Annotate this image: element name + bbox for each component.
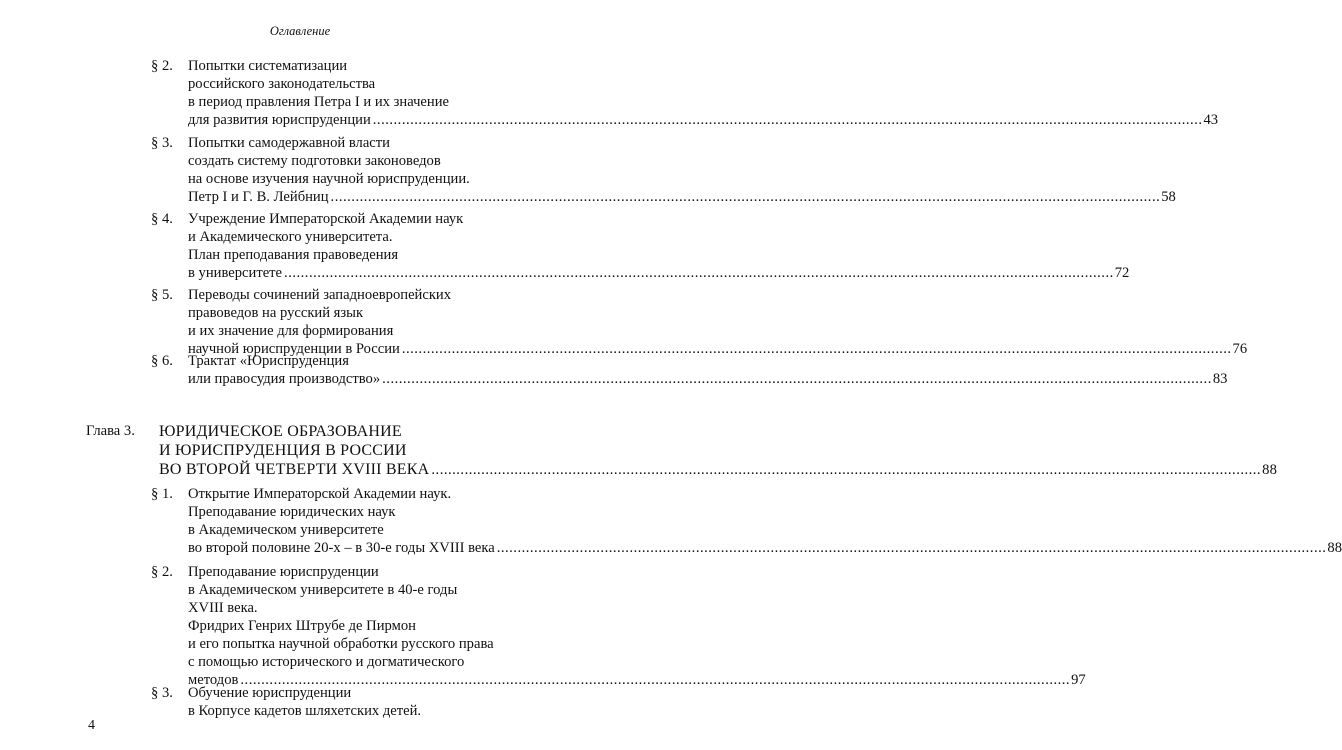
dot-leader: ........................................................................................................................................................................................................ bbox=[431, 462, 1262, 478]
entry-title-line bbox=[188, 539, 1342, 557]
entry-number: § 5. bbox=[151, 287, 173, 303]
entry-title bbox=[159, 422, 1278, 479]
entry-number: § 1. bbox=[151, 486, 173, 502]
entry-title-text: для развития юриспруденции bbox=[188, 112, 371, 128]
entry-title-line: XVIII века. bbox=[188, 600, 258, 616]
entry-title-line: в Академическом университете bbox=[188, 522, 384, 538]
entry-page-number: 76 bbox=[1232, 341, 1248, 357]
entry-title-text: во второй половине 20-х – в 30-е годы XVIII века bbox=[188, 540, 495, 556]
dot-leader: ........................................................................................................................................................................................................ bbox=[240, 672, 1071, 688]
entry-title-line: И ЮРИСПРУДЕНЦИЯ В РОССИИ bbox=[159, 442, 407, 459]
entry-title-line: План преподавания правоведения bbox=[188, 247, 399, 263]
entry-title-line: и его попытка научной обработки русского права bbox=[188, 636, 494, 652]
dot-leader: ........................................................................................................................................................................................................ bbox=[284, 265, 1114, 281]
entry-title bbox=[188, 485, 1342, 557]
entry-title-line: с помощью исторического и догматического bbox=[188, 654, 465, 670]
entry-number: § 6. bbox=[151, 353, 173, 369]
entry-number: Глава 3. bbox=[86, 423, 135, 439]
entry-title bbox=[188, 57, 1219, 129]
entry-page-number: 97 bbox=[1071, 672, 1086, 688]
dot-leader: ........................................................................................................................................................................................................ bbox=[330, 189, 1161, 205]
entry-title-line: в Академическом университете в 40-е годы bbox=[188, 582, 458, 598]
page-number: 4 bbox=[88, 718, 95, 733]
entry-title-line: российского законодательства bbox=[188, 76, 376, 92]
entry-title-line: Трактат «Юриспруденция bbox=[188, 353, 349, 369]
entry-number: § 3. bbox=[151, 685, 173, 701]
entry-title-line: Обучение юриспруденции bbox=[188, 685, 352, 701]
entry-title bbox=[188, 134, 1176, 206]
entry-title-line: в период правления Петра I и их значение bbox=[188, 94, 450, 110]
entry-page-number: 88 bbox=[1262, 462, 1278, 478]
entry-title-line: создать систему подготовки законоведов bbox=[188, 153, 441, 169]
entry-title bbox=[188, 684, 525, 720]
entry-title-line: Попытки самодержавной власти bbox=[188, 135, 390, 151]
entry-title-line bbox=[188, 188, 1176, 206]
dot-leader: ........................................................................................................................................................................................................ bbox=[372, 112, 1203, 128]
entry-title-line: Учреждение Императорской Академии наук bbox=[188, 211, 464, 227]
entry-title-line bbox=[188, 111, 1219, 129]
entry-title-line bbox=[188, 264, 1130, 282]
entry-title-line: Попытки систематизации bbox=[188, 58, 348, 74]
entry-title-text: ВО ВТОРОЙ ЧЕТВЕРТИ XVIII ВЕКА bbox=[159, 461, 430, 478]
running-head: Оглавление bbox=[269, 24, 331, 38]
entry-page-number: 43 bbox=[1203, 112, 1219, 128]
entry-title-text: научной юриспруденции в России bbox=[188, 341, 400, 357]
entry-number: § 2. bbox=[151, 58, 173, 74]
entry-number: § 3. bbox=[151, 135, 173, 151]
entry-title-line: Переводы сочинений западноевропейских bbox=[188, 287, 452, 303]
entry-title-line: и Академического университета. bbox=[188, 229, 393, 245]
entry-title bbox=[188, 563, 1086, 689]
entry-title bbox=[188, 286, 1248, 358]
entry-page-number: 72 bbox=[1114, 265, 1130, 281]
dot-leader: ........................................................................................................................................................................................................ bbox=[401, 341, 1232, 357]
entry-title-line: Фридрих Генрих Штрубе де Пирмон bbox=[188, 618, 416, 634]
entry-page-number: 58 bbox=[1161, 189, 1176, 205]
entry-page-number: 88 bbox=[1327, 540, 1342, 556]
entry-title-line: Открытие Императорской Академии наук. bbox=[188, 486, 452, 502]
entry-title-line bbox=[188, 370, 1228, 388]
dot-leader: ........................................................................................................................................................................................................ bbox=[382, 371, 1212, 387]
entry-title-text: методов bbox=[188, 672, 239, 688]
entry-number: § 4. bbox=[151, 211, 173, 227]
entry-title bbox=[188, 352, 1228, 388]
entry-title-line: Преподавание юриспруденции bbox=[188, 564, 379, 580]
entry-title-line: на основе изучения научной юриспруденции. bbox=[188, 171, 470, 187]
entry-title-text: в университете bbox=[188, 265, 283, 281]
entry-title-line: правоведов на русский язык bbox=[188, 305, 364, 321]
entry-number: § 2. bbox=[151, 564, 173, 580]
entry-title-line: и их значение для формирования bbox=[188, 323, 394, 339]
dot-leader: ........................................................................................................................................................................................................ bbox=[496, 540, 1327, 556]
entry-title-text: Петр I и Г. В. Лейбниц bbox=[188, 189, 329, 205]
entry-title-text: или правосудия производство» bbox=[188, 371, 381, 387]
entry-page-number: 83 bbox=[1212, 371, 1228, 387]
entry-title bbox=[188, 210, 1130, 282]
entry-title-line: в Корпусе кадетов шляхетских детей. bbox=[188, 703, 422, 719]
entry-title-line: Преподавание юридических наук bbox=[188, 504, 396, 520]
entry-title-line bbox=[159, 460, 1278, 479]
entry-title-line: ЮРИДИЧЕСКОЕ ОБРАЗОВАНИЕ bbox=[159, 423, 402, 440]
